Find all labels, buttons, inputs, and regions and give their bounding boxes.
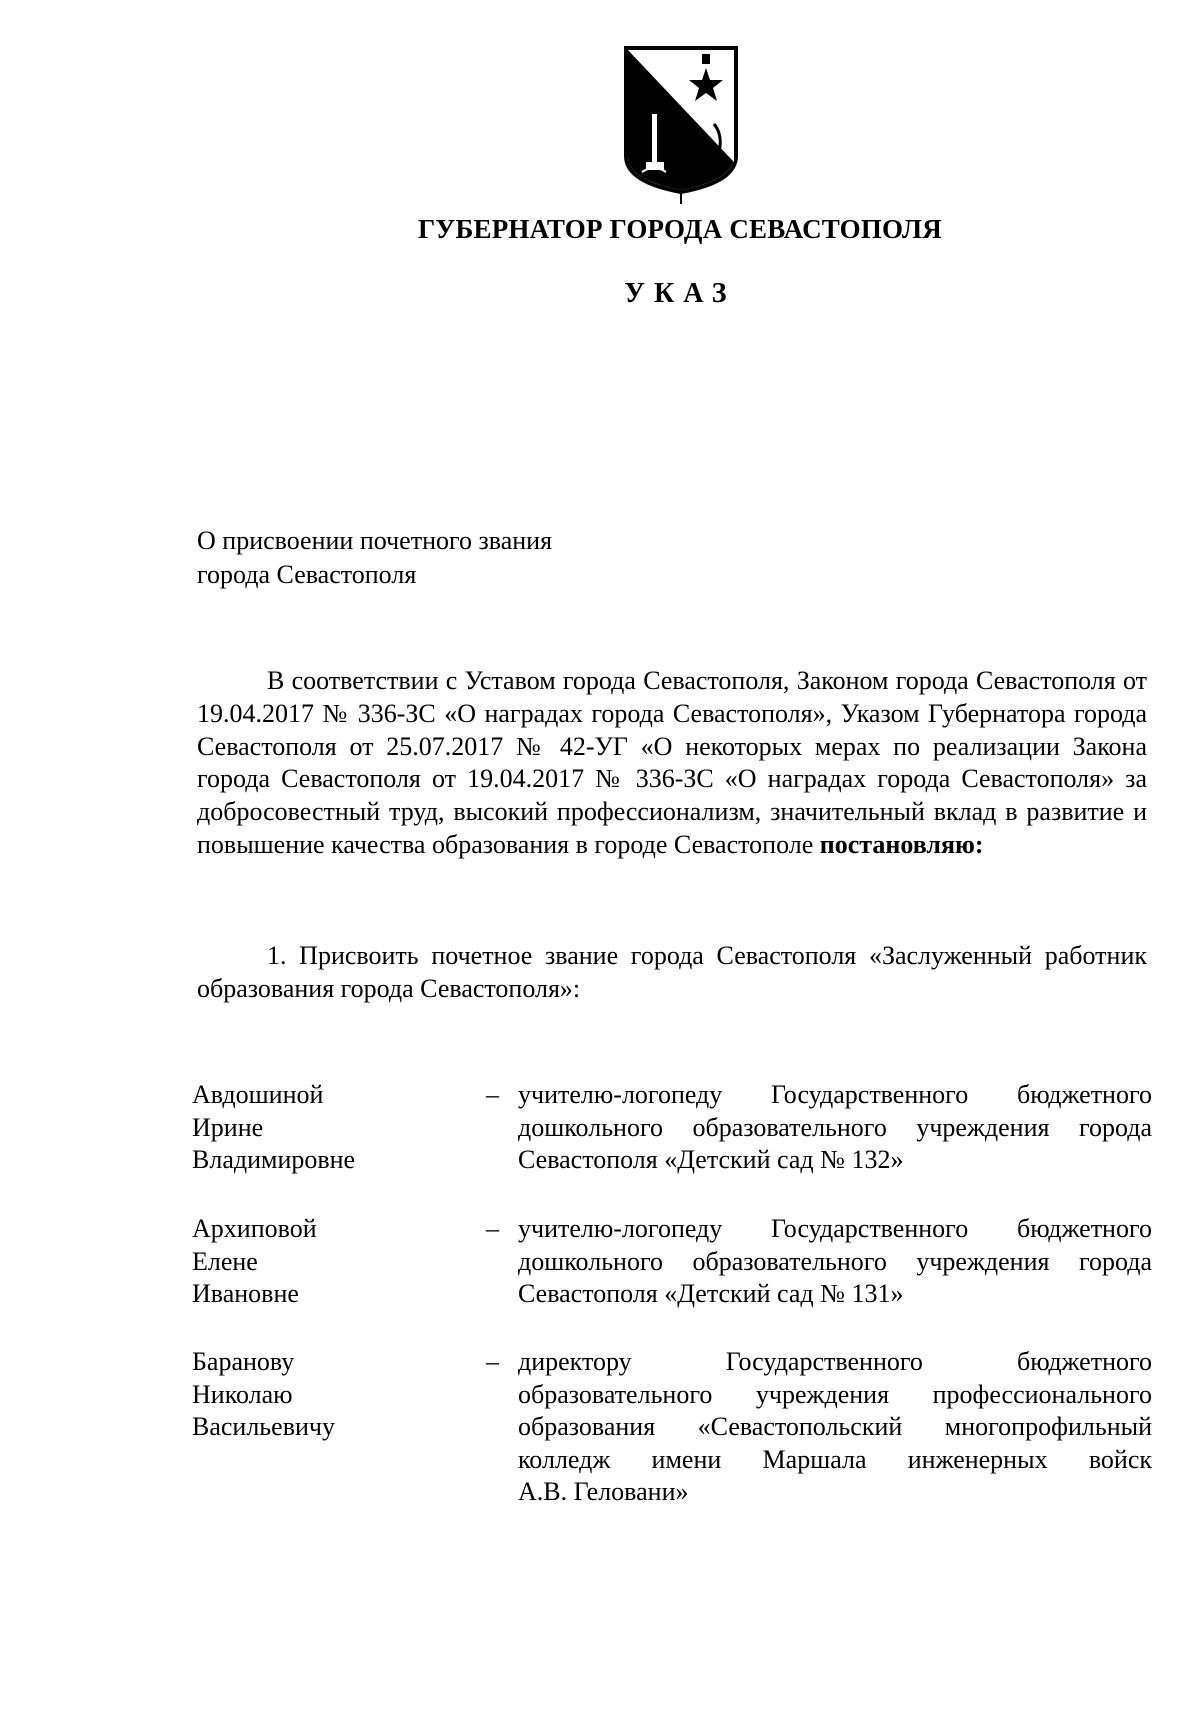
awardee-name bbox=[192, 1346, 482, 1444]
item-1-paragraph bbox=[197, 939, 1147, 1005]
position-line: учителю-логопеду Государственного бюджетного bbox=[518, 1214, 1152, 1243]
item-1-text: 1. Присвоить почетное звание города Севастополя «Заслуженный работник образования города Севастополя»: bbox=[197, 941, 1147, 1003]
awardee-name bbox=[192, 1079, 482, 1177]
awardee-patronymic: Васильевичу bbox=[192, 1412, 335, 1441]
subject-line-2: города Севастополя bbox=[197, 560, 417, 589]
position-line: директору Государственного бюджетного bbox=[518, 1347, 1152, 1376]
preamble-text: В соответствии с Уставом города Севастополя, Законом города Севастополя от 19.04.2017 № 336-ЗС «О наградах города Севастополя», Указом Губернатора города Севастополя от 25.07.2017 № 42-УГ «О некоторых мерах по реализации Закона города Севастополя от 19.04.2017 № 336-ЗС «О наградах города Севастополя» за добросовестный труд, высокий профессионализм, значительный вклад в развитие и повышение качества образования в городе Севастополе bbox=[197, 666, 1147, 859]
preamble-paragraph bbox=[197, 665, 1147, 862]
awardee-patronymic: Ивановне bbox=[192, 1279, 299, 1308]
decree-word: постановляю: bbox=[819, 829, 984, 859]
issuing-authority: ГУБЕРНАТОР ГОРОДА СЕВАСТОПОЛЯ bbox=[418, 214, 942, 244]
awardee-surname: Баранову bbox=[192, 1347, 295, 1376]
position-line: А.В. Геловани» bbox=[518, 1477, 689, 1506]
subject-line-1: О присвоении почетного звания bbox=[197, 526, 553, 555]
decree-subject bbox=[197, 524, 552, 592]
awardee-patronymic: Владимировне bbox=[192, 1145, 356, 1174]
awardee-dash: – bbox=[486, 1214, 499, 1243]
awardee-surname: Авдошиной bbox=[192, 1080, 324, 1109]
awardee-position bbox=[518, 1346, 1152, 1509]
position-line: Севастополя «Детский сад № 132» bbox=[518, 1145, 904, 1174]
awardee-position bbox=[518, 1213, 1152, 1311]
position-line: Севастополя «Детский сад № 131» bbox=[518, 1279, 904, 1308]
position-line: учителю-логопеду Государственного бюджетного bbox=[518, 1080, 1152, 1109]
position-line: дошкольного образовательного учреждения города bbox=[518, 1112, 1152, 1142]
awardee-name bbox=[192, 1213, 482, 1311]
awardee-first-name: Елене bbox=[192, 1246, 258, 1276]
document-type-title: УКАЗ bbox=[624, 278, 736, 309]
sevastopol-coat-of-arms-icon bbox=[622, 44, 740, 204]
awardee-first-name: Ирине bbox=[192, 1112, 264, 1142]
position-line: образовательного учреждения профессионального bbox=[518, 1379, 1152, 1409]
awardee-position bbox=[518, 1079, 1152, 1177]
awardee-first-name: Николаю bbox=[192, 1379, 293, 1409]
position-line: образования «Севастопольский многопрофильный bbox=[518, 1412, 1152, 1441]
awardee-surname: Архиповой bbox=[192, 1214, 317, 1243]
awardee-dash: – bbox=[486, 1347, 499, 1376]
position-line: дошкольного образовательного учреждения города bbox=[518, 1246, 1152, 1276]
position-line: колледж имени Маршала инженерных войск bbox=[518, 1444, 1152, 1474]
awardee-dash: – bbox=[486, 1080, 499, 1109]
